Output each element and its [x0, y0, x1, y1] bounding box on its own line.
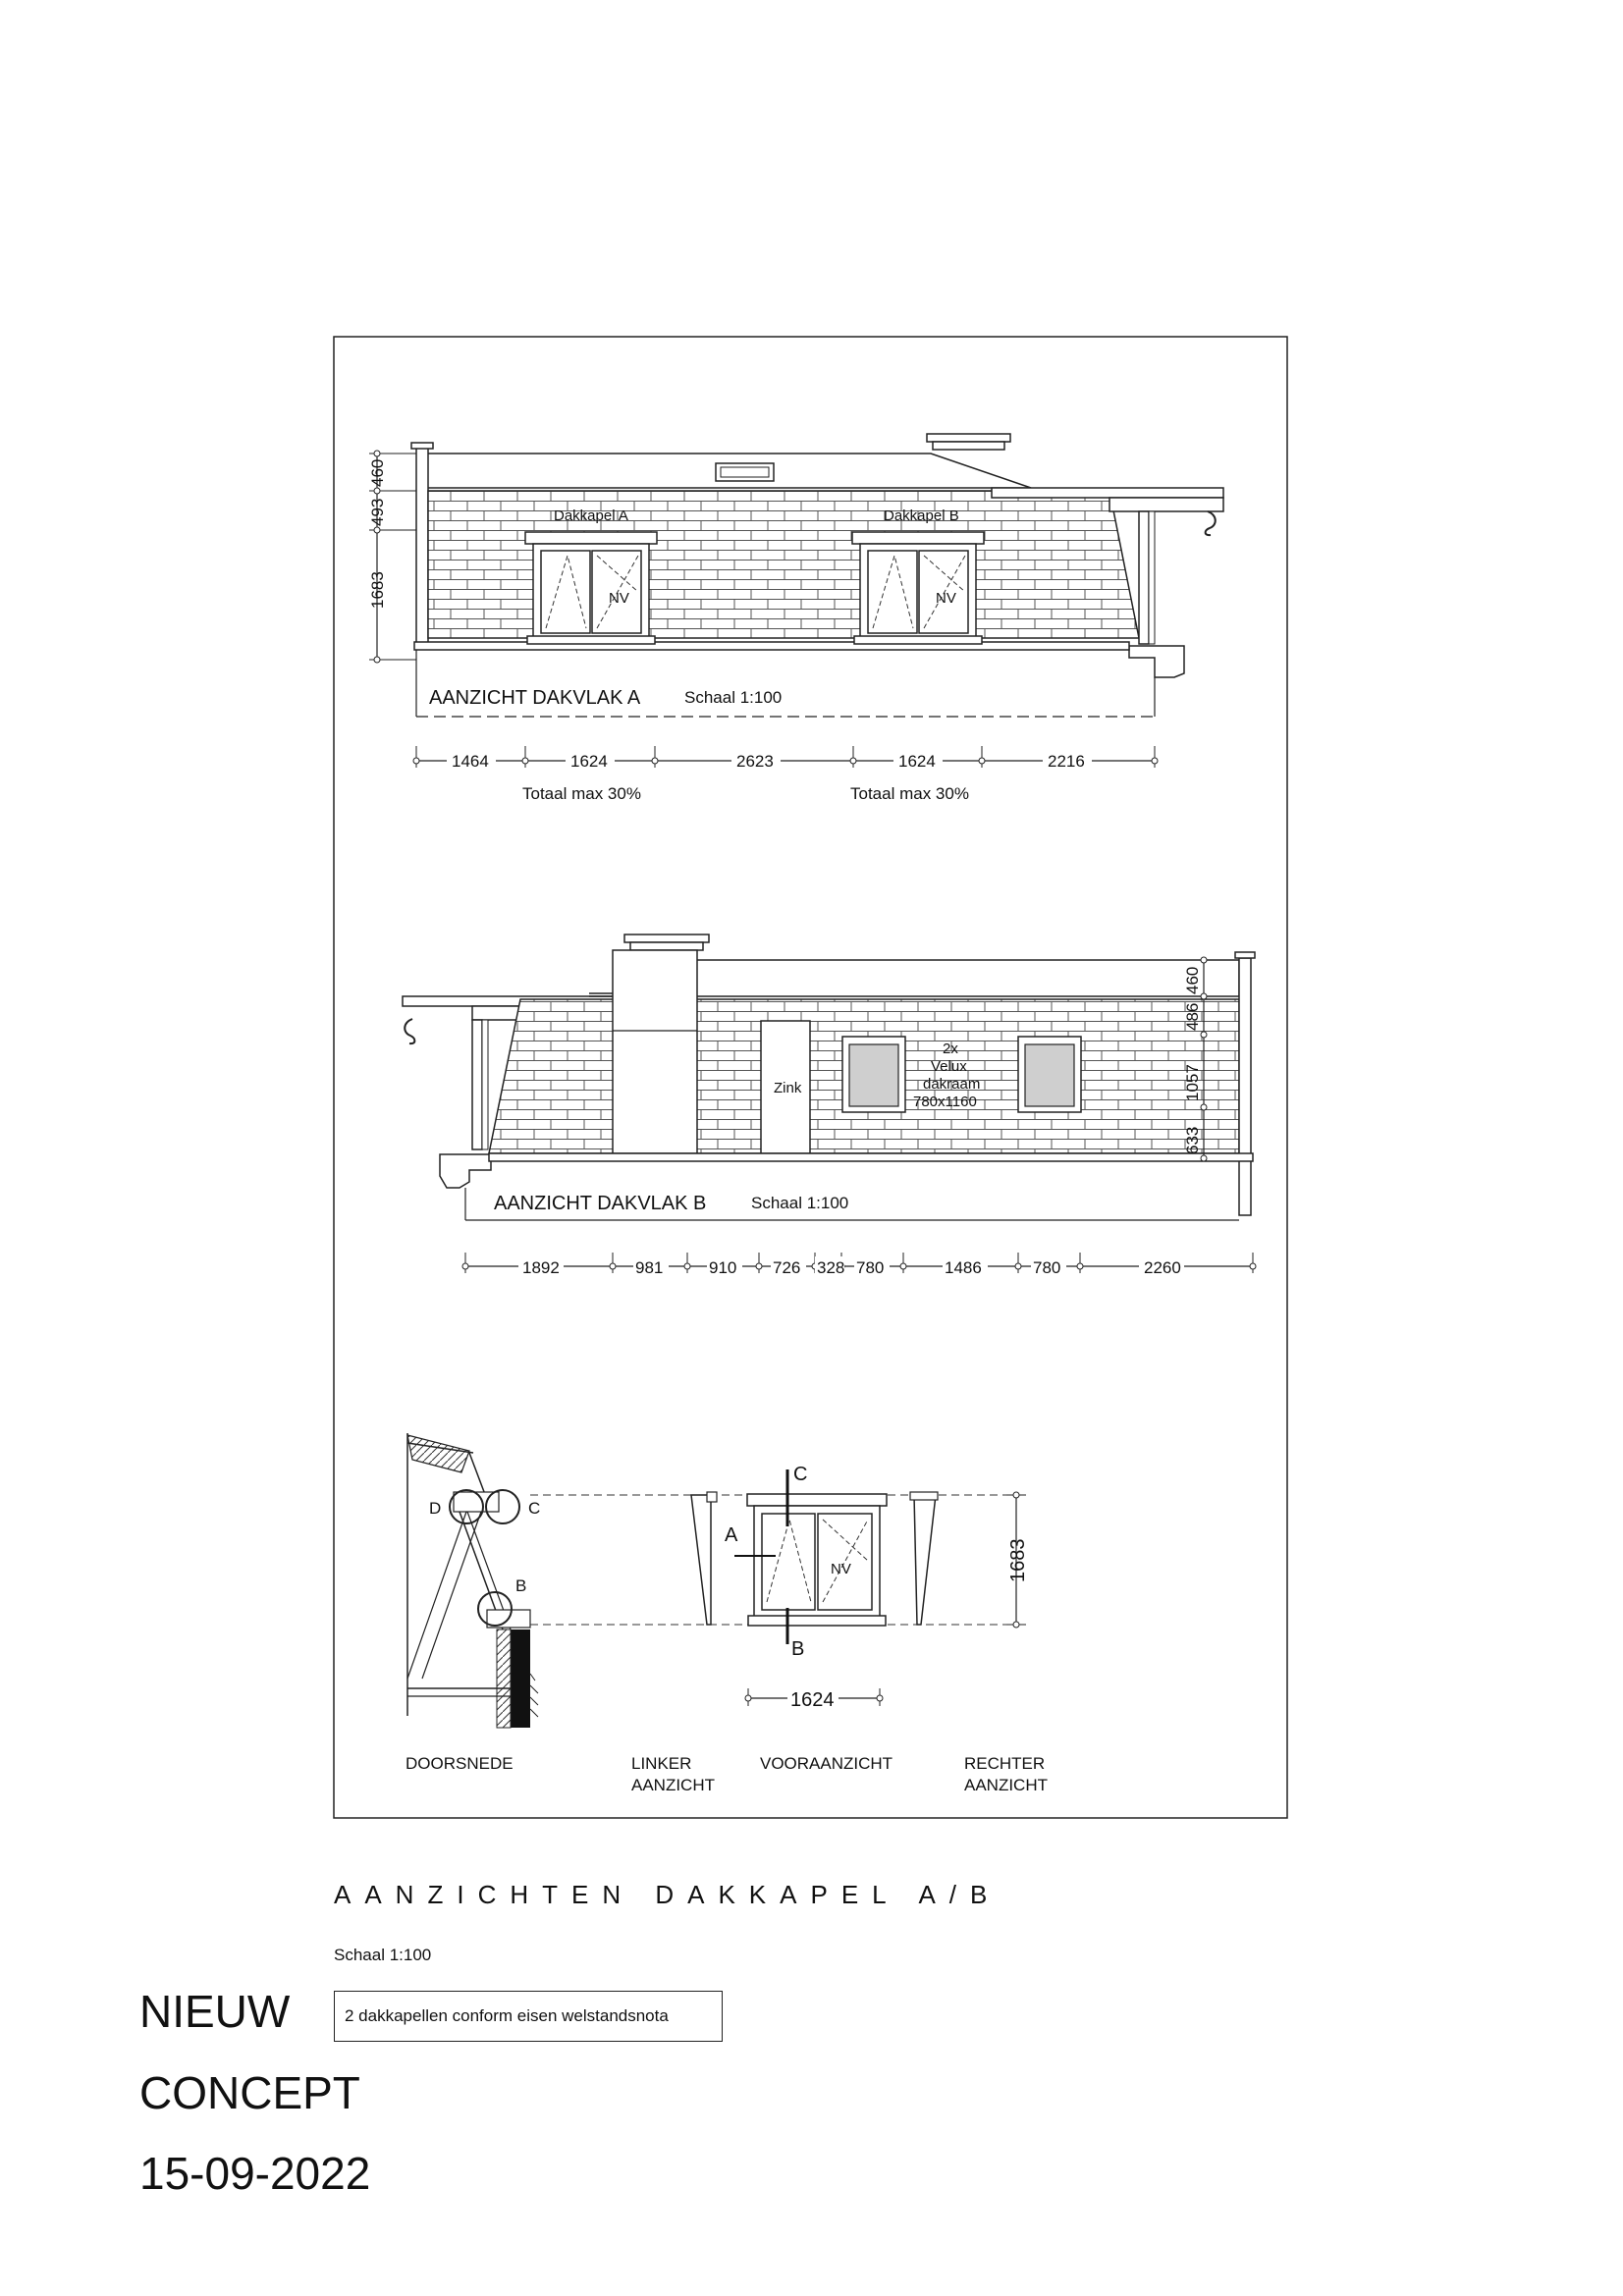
- hdim-a-4: 1624: [898, 752, 936, 771]
- chimney-cap: [927, 434, 1010, 442]
- hdim-b-9: 2260: [1144, 1258, 1181, 1277]
- vdim-a-493: 493: [368, 498, 387, 526]
- elevation-a-scale: Schaal 1:100: [684, 688, 783, 707]
- hdim-b-7: 1486: [945, 1258, 982, 1277]
- hdim-a-3: 2623: [736, 752, 774, 771]
- parapet-post-left: [416, 448, 428, 646]
- caption-voor: VOORAANZICHT: [760, 1754, 893, 1773]
- marker-b: B: [791, 1638, 805, 1660]
- zink-label: Zink: [774, 1080, 802, 1096]
- caption-linker-2: AANZICHT: [631, 1776, 715, 1794]
- chimney-b: [613, 934, 709, 1153]
- marker-c: C: [793, 1464, 808, 1485]
- window-tag-b: NV: [936, 590, 956, 607]
- dormer-a: [525, 532, 657, 644]
- note-a-2: Totaal max 30%: [850, 784, 969, 803]
- vdim-b-460: 460: [1183, 966, 1202, 994]
- detail-height-dim: 1683: [1007, 1538, 1029, 1582]
- hdim-b-8: 780: [1033, 1258, 1061, 1277]
- elevation-a-title: AANZICHT DAKVLAK A: [429, 687, 641, 709]
- window-tag-a: NV: [609, 590, 629, 607]
- dormer-b: [852, 532, 984, 644]
- velux-label-1: 2x: [943, 1041, 958, 1057]
- sheet-title: AANZICHTEN DAKKAPEL A/B: [334, 1880, 1001, 1909]
- vdim-b-633: 633: [1183, 1126, 1202, 1154]
- hdim-b-1: 1892: [522, 1258, 560, 1277]
- caption-rechter-2: AANZICHT: [964, 1776, 1048, 1794]
- hdim-a-2: 1624: [570, 752, 608, 771]
- vdim-a-1683: 1683: [368, 571, 387, 609]
- vdim-b-486: 486: [1183, 1002, 1202, 1031]
- note-a-1: Totaal max 30%: [522, 784, 641, 803]
- note-box: 2 dakkapellen conform eisen welstandsnota: [334, 1991, 723, 2042]
- hdim-b-3: 910: [709, 1258, 737, 1277]
- right-side-view: [914, 1495, 936, 1625]
- marker-d: D: [429, 1499, 442, 1518]
- status-nieuw: NIEUW: [139, 1986, 291, 2037]
- marker-b-section: B: [515, 1576, 527, 1595]
- velux-window-1: [842, 1037, 905, 1112]
- marker-a: A: [725, 1524, 738, 1546]
- elevation-b: [403, 934, 1256, 1277]
- caption-doorsnede: DOORSNEDE: [406, 1754, 514, 1773]
- elevation-b-scale: Schaal 1:100: [751, 1194, 849, 1212]
- velux-window-2: [1018, 1037, 1081, 1112]
- velux-label-3: dakraam: [923, 1076, 981, 1093]
- detail-width-dim: 1624: [790, 1689, 835, 1711]
- velux-label-2: Velux: [931, 1058, 967, 1075]
- hdim-b-4: 726: [773, 1258, 801, 1277]
- hdim-b-6: 780: [856, 1258, 885, 1277]
- elevation-b-title: AANZICHT DAKVLAK B: [494, 1193, 707, 1214]
- left-side-view: [691, 1495, 711, 1625]
- front-window-tag: NV: [831, 1561, 851, 1577]
- dormer-label-b: Dakkapel B: [884, 507, 959, 524]
- vdim-a-460: 460: [368, 458, 387, 487]
- hdim-b-5: 328: [817, 1258, 845, 1277]
- hdim-b-2: 981: [635, 1258, 664, 1277]
- hdim-a-1: 1464: [452, 752, 489, 771]
- vdim-b-1057: 1057: [1183, 1064, 1202, 1101]
- dormer-label-a: Dakkapel A: [554, 507, 628, 524]
- sheet-scale: Schaal 1:100: [334, 1946, 432, 1964]
- front-view-dormer: [734, 1469, 887, 1644]
- status-date: 15-09-2022: [139, 2148, 371, 2199]
- velux-label-4: 780x1160: [913, 1094, 977, 1110]
- elevation-a: [368, 434, 1223, 803]
- marker-c-section: C: [528, 1499, 541, 1518]
- hdim-a-5: 2216: [1048, 752, 1085, 771]
- caption-linker-1: LINKER: [631, 1754, 692, 1773]
- status-concept: CONCEPT: [139, 2067, 360, 2118]
- caption-rechter-1: RECHTER: [964, 1754, 1046, 1773]
- detail-views: [406, 1433, 1048, 1794]
